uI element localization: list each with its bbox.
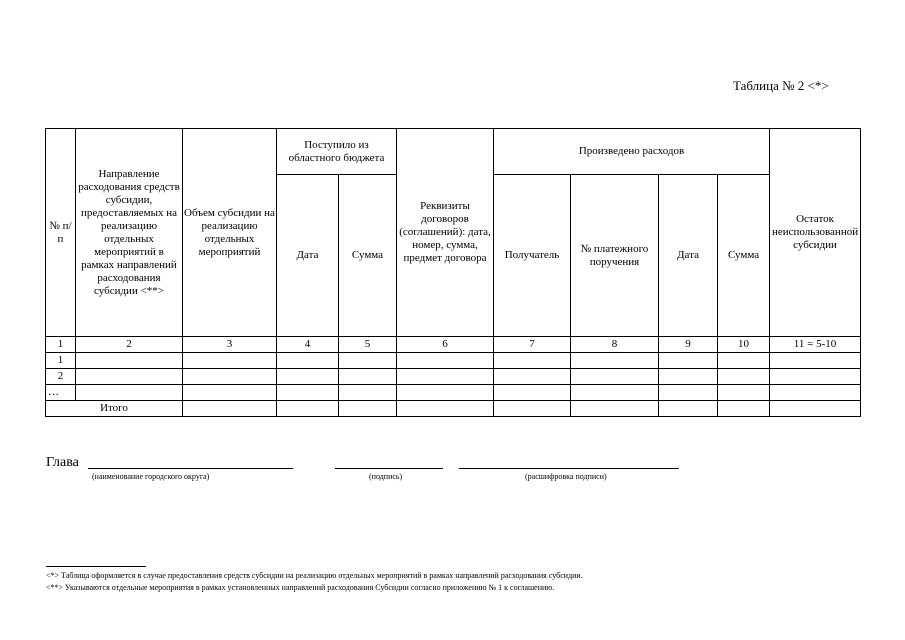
footnote-1: <*> Таблица оформляется в случае предоставления средств субсидии на реализацию отдельных мероприятий в рамках направлений расходования субсидии. — [46, 571, 583, 580]
column-number: 8 — [571, 337, 659, 353]
caption-signature: (подпись) — [369, 472, 403, 481]
header-budget-received: Поступило из областного бюджета — [277, 129, 397, 175]
column-numbers-row — [46, 337, 861, 353]
total-row — [46, 401, 861, 417]
column-number: 3 — [183, 337, 277, 353]
header-remaining: Остаток неиспользованной субсидии — [770, 129, 861, 337]
column-number: 4 — [277, 337, 339, 353]
signature-label: Глава — [46, 455, 79, 470]
row-number: 1 — [46, 353, 76, 369]
footnote-2: <**> Указываются отдельные мероприятия в рамках установленных направлений расходования Субсидии согласно приложению № 1 к соглашению. — [46, 583, 555, 592]
caption-name: (расшифровка подписи) — [525, 472, 607, 481]
header-budget-date: Дата — [277, 175, 339, 337]
signature-line-district — [88, 468, 293, 469]
row-number: 2 — [46, 369, 76, 385]
table-number: Таблица № 2 <*> — [733, 78, 829, 93]
total-label: Итого — [46, 401, 183, 417]
signature-line-signature — [335, 468, 443, 469]
row-number: … — [46, 385, 76, 401]
header-expenses-made: Произведено расходов — [494, 129, 770, 175]
header-subsidy-volume: Объем субсидии на реализацию отдельных мероприятий — [183, 129, 277, 337]
column-number: 5 — [339, 337, 397, 353]
header-direction: Направление расходования средств субсидии, предоставляемых на реализацию отдельных мероприятий в рамках направлений расходования субсидии <**> — [76, 129, 183, 337]
header-budget-sum: Сумма — [339, 175, 397, 337]
header-row-number: № п/п — [46, 129, 76, 337]
report-table — [45, 128, 861, 417]
signature-line-name — [459, 468, 679, 469]
header-payment-order: № платежного поручения — [571, 175, 659, 337]
table-row — [46, 369, 861, 385]
header-contract-details: Реквизиты договоров (соглашений): дата, номер, сумма, предмет договора — [397, 129, 494, 337]
footnote-separator — [46, 566, 146, 567]
column-number: 1 — [46, 337, 76, 353]
column-number: 9 — [659, 337, 718, 353]
column-number: 11 = 5-10 — [770, 337, 861, 353]
header-recipient: Получатель — [494, 175, 571, 337]
column-number: 10 — [718, 337, 770, 353]
caption-district: (наименование городского округа) — [92, 472, 210, 481]
column-number: 2 — [76, 337, 183, 353]
table-row — [46, 385, 861, 401]
header-expense-sum: Сумма — [718, 175, 770, 337]
header-expense-date: Дата — [659, 175, 718, 337]
column-number: 7 — [494, 337, 571, 353]
column-number: 6 — [397, 337, 494, 353]
table-row — [46, 353, 861, 369]
